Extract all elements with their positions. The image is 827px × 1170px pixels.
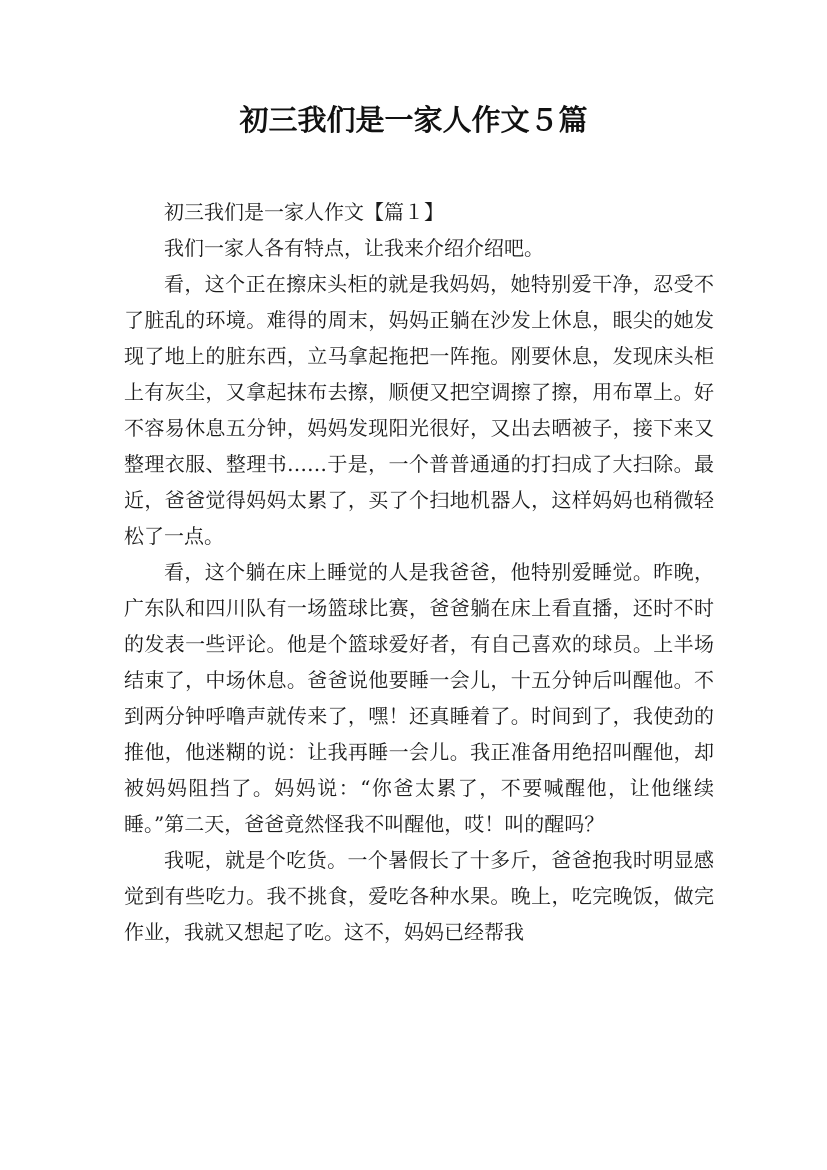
paragraph-father: 看，这个躺在床上睡觉的人是我爸爸，他特别爱睡觉。昨晚，广东队和四川队有一场篮球比赛，爸爸躺在床上看直播，还时不时的发表一些评论。他是个篮球爱好者，有自己喜欢的球员。上半场结束了，中场休息。爸爸说他要睡一会儿，十五分钟后叫醒他。不到两分钟呼噜声就传来了，嘿！还真睡着了。时间到了，我使劲的推他，他迷糊的说：让我再睡一会儿。我正准备用绝招叫醒他，却被妈妈阻挡了。妈妈说：“你爸太累了，不要喊醒他，让他继续睡。”第二天，爸爸竟然怪我不叫醒他，哎！叫的醒吗？ <box>124 560 714 836</box>
document-body <box>124 194 714 950</box>
paragraph-intro: 我们一家人各有特点，让我来介绍介绍吧。 <box>164 236 544 260</box>
paragraph-mother: 看，这个正在擦床头柜的就是我妈妈，她特别爱干净，忍受不了脏乱的环境。难得的周末，妈妈正躺在沙发上休息，眼尖的她发现了地上的脏东西，立马拿起拖把一阵拖。刚要休息，发现床头柜上有灰尘，又拿起抹布去擦，顺便又把空调擦了擦，用布罩上。好不容易休息五分钟，妈妈发现阳光很好，又出去晒被子，接下来又整理衣服、整理书……于是，一个普普通通的打扫成了大扫除。最近，爸爸觉得妈妈太累了，买了个扫地机器人，这样妈妈也稍微轻松了一点。 <box>124 272 714 548</box>
section-heading: 初三我们是一家人作文【篇１】 <box>164 200 444 224</box>
paragraph-me: 我呢，就是个吃货。一个暑假长了十多斤，爸爸抱我时明显感觉到有些吃力。我不挑食，爱吃各种水果。晚上，吃完晚饭，做完作业，我就又想起了吃。这不，妈妈已经帮我 <box>124 848 714 944</box>
document-title: 初三我们是一家人作文５篇 <box>239 103 588 137</box>
